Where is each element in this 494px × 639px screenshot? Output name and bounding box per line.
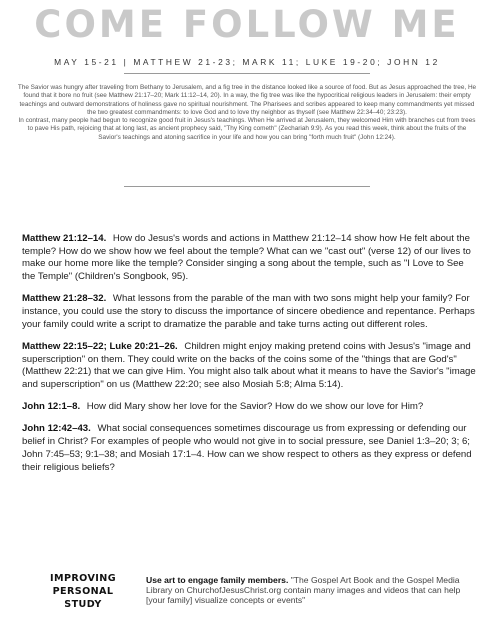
divider-top [124, 73, 370, 74]
divider-bottom [124, 186, 370, 187]
footer-tip [146, 575, 466, 606]
scripture-reference: Matthew 21:12–14. [22, 233, 107, 244]
scripture-reference: John 12:42–43. [22, 423, 91, 435]
entry-text: What social consequences sometimes discourage us from expressing or defending our belief in Christ? For examples of people who would not give in to social pressure, see Daniel 1:3–20; 3; 6; John 7:45–53; 9:1–38; and Mosiah 17:1–4. How can we show respect to others as they express or defend their religious beliefs? [22, 423, 472, 473]
page-subtitle: MAY 15-21 | MATTHEW 21-23; MARK 11; LUKE 19-20; JOHN 12 [54, 57, 440, 67]
study-entry [22, 293, 478, 331]
study-entry [22, 233, 478, 284]
section-heading [38, 572, 128, 611]
scripture-reference: Matthew 21:28–32. [22, 293, 107, 305]
entry-text: How do Jesus's words and actions in Matthew 21:12–14 show how He felt about the temple? How do we show how we feel about the temple? What can we "cast out" (verse 12) of our lives to make our home more like the temple? Consider singing a song about the temple, such as "I Love to See the Temple" (Children's Songbook, 95). [22, 233, 471, 283]
entry-text: Children might enjoy making pretend coins with Jesus's "image and superscription" on them. They could write on the backs of the coins some of the "things that are God's" (Matthew 22:21) that we can give Him. You might also talk about what it means to have the Savior's "image and superscription" on us (Matthew 22:20; see also Mosiah 5:8; Alma 5:14). [22, 340, 476, 391]
page-title: COME FOLLOW ME [34, 3, 460, 46]
intro-paragraph: The Savior was hungry after traveling from Bethany to Jerusalem, and a fig tree in the distance looked like a source of food. But as Jesus approached the tree, He found that it bore no fruit (see Matthew 21:17–20; Mark 11:12–14, 20). In a way, the fig tree was like the hypocritical religious leaders in Jerusalem: their empty teachings and outward demonstrations of holiness gave no spiritual nourishment. The Pharisees and scribes appeared to keep many commandments yet missed the two greatest commandments: to love God and to love thy neighbor as thyself (see Matthew 22:34–40; 23:23). [17, 84, 477, 116]
section-heading-line: STUDY [64, 599, 102, 610]
study-entries [22, 233, 478, 484]
intro-section [16, 84, 478, 142]
entry-text: How did Mary show her love for the Savior? How do we show our love for Him? [86, 401, 424, 413]
scripture-reference: Matthew 22:15–22; Luke 20:21–26. [22, 340, 178, 352]
study-entry [22, 423, 478, 474]
section-heading-line: PERSONAL [52, 586, 114, 597]
scripture-reference: John 12:1–8. [22, 401, 81, 413]
tip-lead: Use art to engage family members. [146, 575, 289, 585]
entry-text: What lessons from the parable of the man with two sons might help your family? For instance, you could use the story to discuss the importance of sincere obedience and repentance. Perhaps your family could write a script to dramatize the parable and take turns acting out different roles. [22, 293, 475, 330]
study-entry [22, 401, 478, 414]
section-heading-line: IMPROVING [50, 573, 116, 584]
tip-text: "The Gospel Art Book and the Gospel Media Library on ChurchofJesusChrist.org contain many images and videos that can help [your family] visualize concepts or events" [146, 575, 461, 606]
study-entry [22, 341, 478, 392]
intro-paragraph: In contrast, many people had begun to recognize good fruit in Jesus's teachings. When He arrived at Jerusalem, they welcomed Him with branches cut from trees to pave His path, rejoicing that at long last, as ancient prophecy said, "Thy King cometh" (Zechariah 9:9). As you read this week, think about the fruits of the Savior's teachings and atoning sacrifice in your life and how you can bring "forth much fruit" (John 12:24). [18, 117, 476, 141]
